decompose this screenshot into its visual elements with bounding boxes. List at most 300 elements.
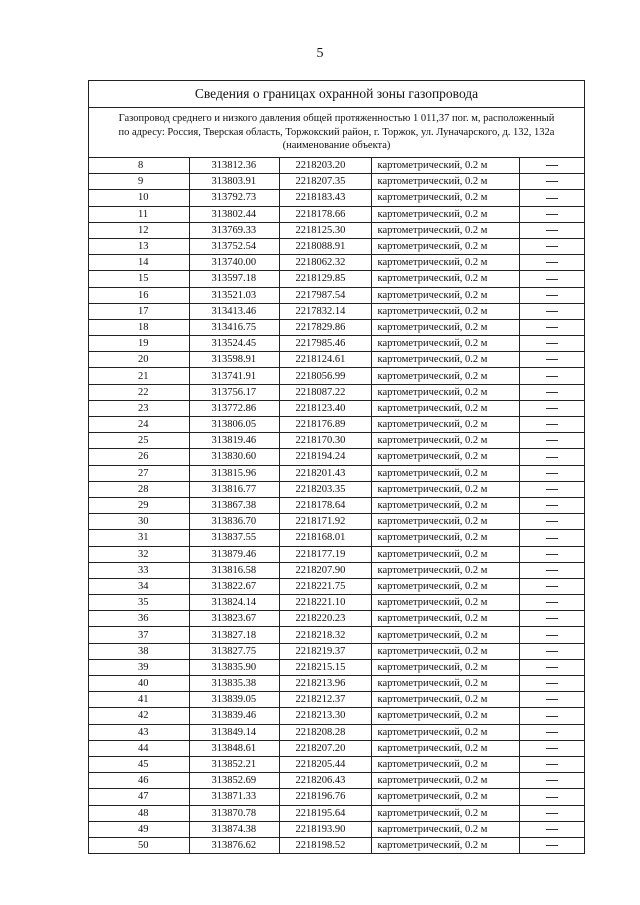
description-cell [519, 659, 584, 675]
point-number-cell: 16 [89, 287, 189, 303]
x-coordinate-cell: 313839.46 [189, 708, 279, 724]
x-coordinate-cell: 313837.55 [189, 530, 279, 546]
description-cell [519, 287, 584, 303]
method-cell: картометрический, 0.2 м [371, 497, 519, 513]
description-cell [519, 562, 584, 578]
dash-mark [546, 295, 558, 296]
description-cell [519, 417, 584, 433]
method-cell: картометрический, 0.2 м [371, 546, 519, 562]
x-coordinate-cell: 313830.60 [189, 449, 279, 465]
x-coordinate-cell: 313772.86 [189, 400, 279, 416]
dash-mark [546, 408, 558, 409]
method-cell: картометрический, 0.2 м [371, 708, 519, 724]
method-cell: картометрический, 0.2 м [371, 837, 519, 853]
method-cell: картометрический, 0.2 м [371, 481, 519, 497]
y-coordinate-cell: 2218196.76 [279, 789, 371, 805]
y-coordinate-cell: 2218212.37 [279, 692, 371, 708]
point-number-cell: 13 [89, 238, 189, 254]
method-cell: картометрический, 0.2 м [371, 562, 519, 578]
description-cell [519, 400, 584, 416]
x-coordinate-cell: 313816.77 [189, 481, 279, 497]
dash-mark [546, 602, 558, 603]
description-cell [519, 497, 584, 513]
description-cell [519, 433, 584, 449]
y-coordinate-cell: 2218203.35 [279, 481, 371, 497]
table-row [89, 643, 584, 659]
table-row [89, 497, 584, 513]
point-number-cell: 43 [89, 724, 189, 740]
dash-mark [546, 732, 558, 733]
x-coordinate-cell: 313839.05 [189, 692, 279, 708]
dash-mark [546, 764, 558, 765]
x-coordinate-cell: 313802.44 [189, 206, 279, 222]
point-number-cell: 26 [89, 449, 189, 465]
table-row [89, 595, 584, 611]
method-cell: картометрический, 0.2 м [371, 530, 519, 546]
table-row [89, 530, 584, 546]
dash-mark [546, 651, 558, 652]
method-cell: картометрический, 0.2 м [371, 643, 519, 659]
y-coordinate-cell: 2218203.20 [279, 158, 371, 174]
description-cell [519, 319, 584, 335]
description-cell [519, 481, 584, 497]
table-row [89, 837, 584, 853]
description-cell [519, 643, 584, 659]
x-coordinate-cell: 313848.61 [189, 740, 279, 756]
x-coordinate-cell: 313852.21 [189, 756, 279, 772]
method-cell: картометрический, 0.2 м [371, 400, 519, 416]
y-coordinate-cell: 2218129.85 [279, 271, 371, 287]
y-coordinate-cell: 2218205.44 [279, 756, 371, 772]
table-row [89, 578, 584, 594]
point-number-cell: 36 [89, 611, 189, 627]
point-number-cell: 15 [89, 271, 189, 287]
y-coordinate-cell: 2218219.37 [279, 643, 371, 659]
table-row [89, 740, 584, 756]
x-coordinate-cell: 313803.91 [189, 174, 279, 190]
y-coordinate-cell: 2218168.01 [279, 530, 371, 546]
dash-mark [546, 279, 558, 280]
dash-mark [546, 505, 558, 506]
dash-mark [546, 780, 558, 781]
dash-mark [546, 424, 558, 425]
dash-mark [546, 230, 558, 231]
x-coordinate-cell: 313822.67 [189, 578, 279, 594]
method-cell: картометрический, 0.2 м [371, 821, 519, 837]
table-row [89, 724, 584, 740]
x-coordinate-cell: 313835.90 [189, 659, 279, 675]
table-row [89, 692, 584, 708]
y-coordinate-cell: 2218183.43 [279, 190, 371, 206]
point-number-cell: 17 [89, 303, 189, 319]
object-description [89, 108, 584, 158]
description-cell [519, 837, 584, 853]
point-number-cell: 28 [89, 481, 189, 497]
table-row [89, 352, 584, 368]
description-cell [519, 255, 584, 271]
method-cell: картометрический, 0.2 м [371, 659, 519, 675]
dash-mark [546, 457, 558, 458]
y-coordinate-cell: 2217832.14 [279, 303, 371, 319]
dash-mark [546, 262, 558, 263]
point-number-cell: 9 [89, 174, 189, 190]
dash-mark [546, 813, 558, 814]
x-coordinate-cell: 313871.33 [189, 789, 279, 805]
boundary-table-frame [88, 80, 585, 854]
y-coordinate-cell: 2218221.10 [279, 595, 371, 611]
point-number-cell: 18 [89, 319, 189, 335]
method-cell: картометрический, 0.2 м [371, 676, 519, 692]
y-coordinate-cell: 2218178.66 [279, 206, 371, 222]
method-cell: картометрический, 0.2 м [371, 756, 519, 772]
table-row [89, 433, 584, 449]
table-row [89, 708, 584, 724]
description-cell [519, 352, 584, 368]
table-row [89, 514, 584, 530]
y-coordinate-cell: 2218123.40 [279, 400, 371, 416]
x-coordinate-cell: 313413.46 [189, 303, 279, 319]
table-row [89, 319, 584, 335]
method-cell: картометрический, 0.2 м [371, 692, 519, 708]
y-coordinate-cell: 2218170.30 [279, 433, 371, 449]
y-coordinate-cell: 2217985.46 [279, 336, 371, 352]
y-coordinate-cell: 2218124.61 [279, 352, 371, 368]
method-cell: картометрический, 0.2 м [371, 724, 519, 740]
point-number-cell: 29 [89, 497, 189, 513]
point-number-cell: 42 [89, 708, 189, 724]
point-number-cell: 40 [89, 676, 189, 692]
table-row [89, 287, 584, 303]
method-cell: картометрический, 0.2 м [371, 368, 519, 384]
table-row [89, 271, 584, 287]
y-coordinate-cell: 2218213.96 [279, 676, 371, 692]
description-cell [519, 449, 584, 465]
y-coordinate-cell: 2218207.35 [279, 174, 371, 190]
table-row [89, 336, 584, 352]
method-cell: картометрический, 0.2 м [371, 595, 519, 611]
description-cell [519, 740, 584, 756]
point-number-cell: 31 [89, 530, 189, 546]
dash-mark [546, 376, 558, 377]
dash-mark [546, 343, 558, 344]
y-coordinate-cell: 2217829.86 [279, 319, 371, 335]
point-number-cell: 27 [89, 465, 189, 481]
method-cell: картометрический, 0.2 м [371, 789, 519, 805]
y-coordinate-cell: 2218062.32 [279, 255, 371, 271]
x-coordinate-cell: 313876.62 [189, 837, 279, 853]
method-cell: картометрический, 0.2 м [371, 206, 519, 222]
method-cell: картометрический, 0.2 м [371, 805, 519, 821]
x-coordinate-cell: 313823.67 [189, 611, 279, 627]
point-number-cell: 8 [89, 158, 189, 174]
method-cell: картометрический, 0.2 м [371, 319, 519, 335]
point-number-cell: 23 [89, 400, 189, 416]
y-coordinate-cell: 2218218.32 [279, 627, 371, 643]
dash-mark [546, 618, 558, 619]
description-cell [519, 546, 584, 562]
method-cell: картометрический, 0.2 м [371, 352, 519, 368]
y-coordinate-cell: 2218194.24 [279, 449, 371, 465]
method-cell: картометрический, 0.2 м [371, 255, 519, 271]
table-row [89, 174, 584, 190]
y-coordinate-cell: 2218208.28 [279, 724, 371, 740]
x-coordinate-cell: 313597.18 [189, 271, 279, 287]
table-row [89, 611, 584, 627]
dash-mark [546, 554, 558, 555]
y-coordinate-cell: 2218178.64 [279, 497, 371, 513]
x-coordinate-cell: 313524.45 [189, 336, 279, 352]
dash-mark [546, 214, 558, 215]
point-number-cell: 30 [89, 514, 189, 530]
method-cell: картометрический, 0.2 м [371, 465, 519, 481]
description-cell [519, 271, 584, 287]
description-cell [519, 805, 584, 821]
y-coordinate-cell: 2217987.54 [279, 287, 371, 303]
description-cell [519, 708, 584, 724]
y-coordinate-cell: 2218221.75 [279, 578, 371, 594]
dash-mark [546, 748, 558, 749]
method-cell: картометрический, 0.2 м [371, 303, 519, 319]
point-number-cell: 32 [89, 546, 189, 562]
y-coordinate-cell: 2218220.23 [279, 611, 371, 627]
point-number-cell: 10 [89, 190, 189, 206]
description-cell [519, 206, 584, 222]
description-line: Газопровод среднего и низкого давления общей протяженностью 1 011,37 пог. м, расположенный [118, 113, 555, 124]
point-number-cell: 38 [89, 643, 189, 659]
method-cell: картометрический, 0.2 м [371, 384, 519, 400]
table-row [89, 384, 584, 400]
point-number-cell: 20 [89, 352, 189, 368]
table-row [89, 449, 584, 465]
description-cell [519, 627, 584, 643]
description-cell [519, 692, 584, 708]
dash-mark [546, 473, 558, 474]
dash-mark [546, 489, 558, 490]
dash-mark [546, 716, 558, 717]
method-cell: картометрический, 0.2 м [371, 611, 519, 627]
point-number-cell: 11 [89, 206, 189, 222]
table-row [89, 659, 584, 675]
description-cell [519, 595, 584, 611]
method-cell: картометрический, 0.2 м [371, 417, 519, 433]
description-cell [519, 222, 584, 238]
x-coordinate-cell: 313752.54 [189, 238, 279, 254]
coordinates-table-body [89, 158, 584, 853]
table-title: Сведения о границах охранной зоны газопровода [89, 81, 584, 108]
point-number-cell: 48 [89, 805, 189, 821]
point-number-cell: 50 [89, 837, 189, 853]
description-cell [519, 384, 584, 400]
x-coordinate-cell: 313598.91 [189, 352, 279, 368]
dash-mark [546, 829, 558, 830]
x-coordinate-cell: 313521.03 [189, 287, 279, 303]
table-row [89, 222, 584, 238]
y-coordinate-cell: 2218193.90 [279, 821, 371, 837]
point-number-cell: 45 [89, 756, 189, 772]
description-cell [519, 174, 584, 190]
table-row [89, 756, 584, 772]
description-caption: (наименование объекта) [282, 140, 391, 151]
x-coordinate-cell: 313827.75 [189, 643, 279, 659]
dash-mark [546, 198, 558, 199]
table-row [89, 773, 584, 789]
description-cell [519, 368, 584, 384]
table-row [89, 821, 584, 837]
y-coordinate-cell: 2218207.20 [279, 740, 371, 756]
dash-mark [546, 359, 558, 360]
description-cell [519, 158, 584, 174]
table-row [89, 303, 584, 319]
y-coordinate-cell: 2218171.92 [279, 514, 371, 530]
x-coordinate-cell: 313816.58 [189, 562, 279, 578]
description-cell [519, 336, 584, 352]
dash-mark [546, 521, 558, 522]
point-number-cell: 34 [89, 578, 189, 594]
point-number-cell: 39 [89, 659, 189, 675]
description-cell [519, 789, 584, 805]
method-cell: картометрический, 0.2 м [371, 578, 519, 594]
y-coordinate-cell: 2218213.30 [279, 708, 371, 724]
dash-mark [546, 392, 558, 393]
method-cell: картометрический, 0.2 м [371, 336, 519, 352]
y-coordinate-cell: 2218207.90 [279, 562, 371, 578]
dash-mark [546, 797, 558, 798]
method-cell: картометрический, 0.2 м [371, 287, 519, 303]
dash-mark [546, 667, 558, 668]
description-cell [519, 773, 584, 789]
y-coordinate-cell: 2218088.91 [279, 238, 371, 254]
method-cell: картометрический, 0.2 м [371, 222, 519, 238]
y-coordinate-cell: 2218198.52 [279, 837, 371, 853]
x-coordinate-cell: 313769.33 [189, 222, 279, 238]
y-coordinate-cell: 2218215.15 [279, 659, 371, 675]
table-row [89, 417, 584, 433]
table-row [89, 368, 584, 384]
point-number-cell: 33 [89, 562, 189, 578]
table-row [89, 789, 584, 805]
point-number-cell: 44 [89, 740, 189, 756]
dash-mark [546, 181, 558, 182]
description-cell [519, 821, 584, 837]
point-number-cell: 24 [89, 417, 189, 433]
method-cell: картометрический, 0.2 м [371, 433, 519, 449]
method-cell: картометрический, 0.2 м [371, 190, 519, 206]
point-number-cell: 41 [89, 692, 189, 708]
point-number-cell: 25 [89, 433, 189, 449]
dash-mark [546, 165, 558, 166]
description-cell [519, 756, 584, 772]
y-coordinate-cell: 2218087.22 [279, 384, 371, 400]
point-number-cell: 37 [89, 627, 189, 643]
x-coordinate-cell: 313812.36 [189, 158, 279, 174]
description-cell [519, 611, 584, 627]
table-row [89, 400, 584, 416]
x-coordinate-cell: 313870.78 [189, 805, 279, 821]
x-coordinate-cell: 313756.17 [189, 384, 279, 400]
method-cell: картометрический, 0.2 м [371, 271, 519, 287]
point-number-cell: 35 [89, 595, 189, 611]
table-row [89, 206, 584, 222]
method-cell: картометрический, 0.2 м [371, 158, 519, 174]
description-cell [519, 238, 584, 254]
description-cell [519, 530, 584, 546]
point-number-cell: 14 [89, 255, 189, 271]
method-cell: картометрический, 0.2 м [371, 773, 519, 789]
point-number-cell: 46 [89, 773, 189, 789]
dash-mark [546, 440, 558, 441]
point-number-cell: 49 [89, 821, 189, 837]
dash-mark [546, 570, 558, 571]
point-number-cell: 22 [89, 384, 189, 400]
y-coordinate-cell: 2218176.89 [279, 417, 371, 433]
method-cell: картометрический, 0.2 м [371, 740, 519, 756]
table-row [89, 627, 584, 643]
x-coordinate-cell: 313874.38 [189, 821, 279, 837]
description-cell [519, 514, 584, 530]
x-coordinate-cell: 313879.46 [189, 546, 279, 562]
description-cell [519, 465, 584, 481]
y-coordinate-cell: 2218125.30 [279, 222, 371, 238]
coordinates-table [89, 158, 584, 853]
method-cell: картометрический, 0.2 м [371, 238, 519, 254]
x-coordinate-cell: 313806.05 [189, 417, 279, 433]
description-cell [519, 578, 584, 594]
table-row [89, 562, 584, 578]
point-number-cell: 12 [89, 222, 189, 238]
dash-mark [546, 683, 558, 684]
y-coordinate-cell: 2218177.19 [279, 546, 371, 562]
y-coordinate-cell: 2218206.43 [279, 773, 371, 789]
table-row [89, 158, 584, 174]
point-number-cell: 19 [89, 336, 189, 352]
y-coordinate-cell: 2218056.99 [279, 368, 371, 384]
x-coordinate-cell: 313740.00 [189, 255, 279, 271]
x-coordinate-cell: 313815.96 [189, 465, 279, 481]
table-row [89, 676, 584, 692]
x-coordinate-cell: 313835.38 [189, 676, 279, 692]
point-number-cell: 21 [89, 368, 189, 384]
table-row [89, 481, 584, 497]
point-number-cell: 47 [89, 789, 189, 805]
dash-mark [546, 586, 558, 587]
method-cell: картометрический, 0.2 м [371, 627, 519, 643]
y-coordinate-cell: 2218201.43 [279, 465, 371, 481]
x-coordinate-cell: 313852.69 [189, 773, 279, 789]
table-row [89, 546, 584, 562]
y-coordinate-cell: 2218195.64 [279, 805, 371, 821]
x-coordinate-cell: 313741.91 [189, 368, 279, 384]
description-cell [519, 724, 584, 740]
dash-mark [546, 699, 558, 700]
table-row [89, 238, 584, 254]
dash-mark [546, 311, 558, 312]
method-cell: картометрический, 0.2 м [371, 514, 519, 530]
dash-mark [546, 538, 558, 539]
x-coordinate-cell: 313792.73 [189, 190, 279, 206]
page-number: 5 [316, 46, 324, 61]
method-cell: картометрический, 0.2 м [371, 174, 519, 190]
table-row [89, 190, 584, 206]
table-row [89, 805, 584, 821]
x-coordinate-cell: 313819.46 [189, 433, 279, 449]
x-coordinate-cell: 313849.14 [189, 724, 279, 740]
dash-mark [546, 845, 558, 846]
x-coordinate-cell: 313836.70 [189, 514, 279, 530]
method-cell: картометрический, 0.2 м [371, 449, 519, 465]
description-cell [519, 190, 584, 206]
x-coordinate-cell: 313827.18 [189, 627, 279, 643]
dash-mark [546, 246, 558, 247]
